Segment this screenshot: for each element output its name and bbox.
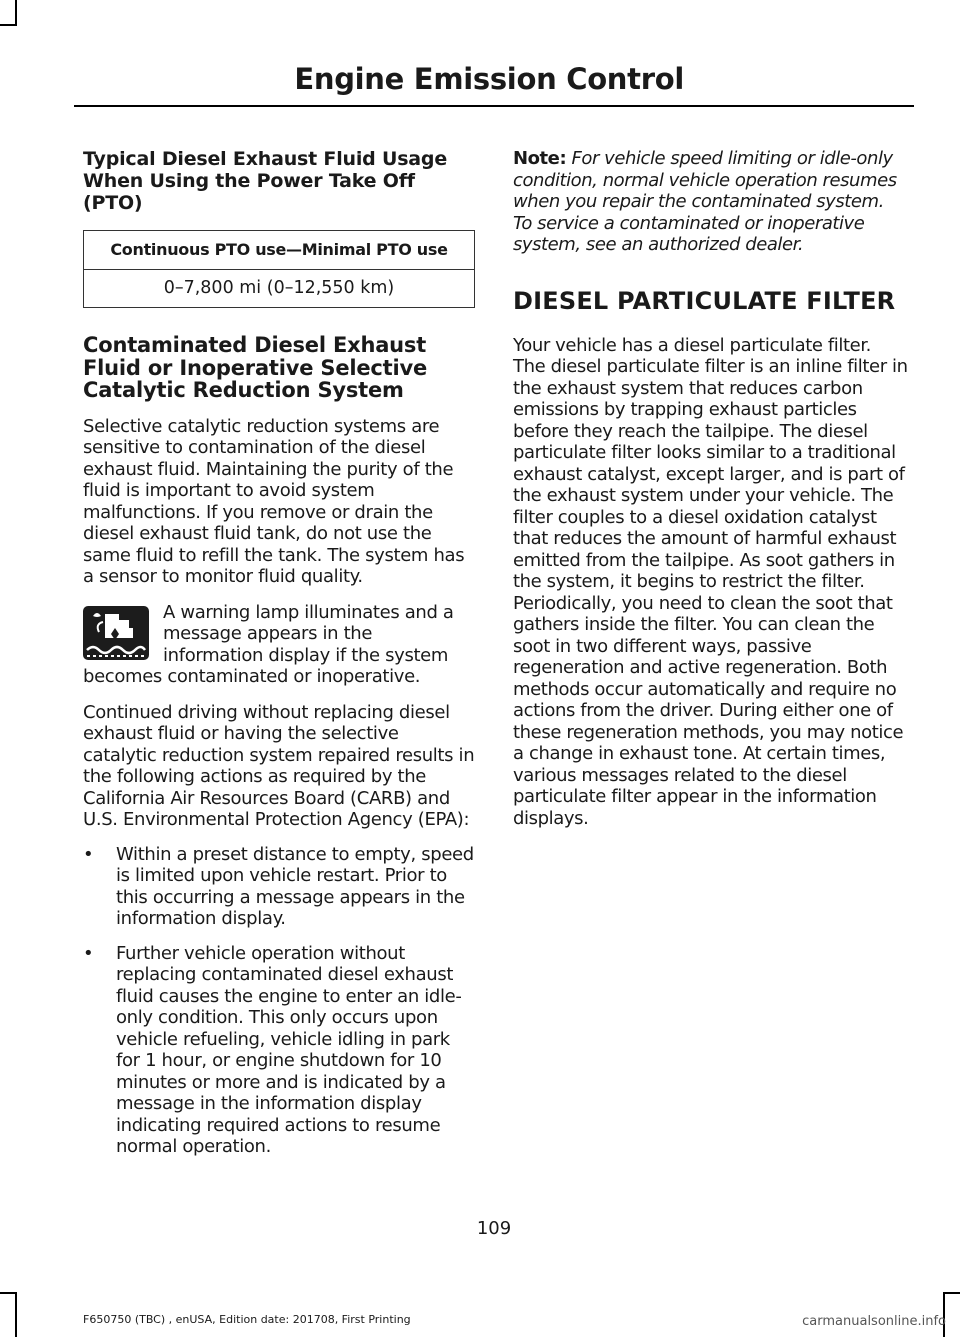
left-column — [83, 148, 475, 1171]
crop-mark-top-left-h — [0, 24, 17, 26]
consequences-list — [83, 844, 475, 1158]
header-divider — [74, 105, 914, 107]
list-item-text: Further vehicle operation without replacing contaminated diesel exhaust fluid causes the engine to enter an idle-only condition. This only occurs upon vehicle refueling, vehicle idling in park for 1 hour, or engine shutdown for 10 minutes or more and is indicated by a message in the information display indicating required actions to resume normal operation. — [116, 942, 462, 1157]
contaminated-heading: Contaminated Diesel Exhaust Fluid or Inoperative Selective Catalytic Reduction System — [83, 333, 428, 402]
footer-edition: F650750 (TBC) , enUSA, Edition date: 201708, First Printing — [83, 1313, 411, 1326]
list-item — [83, 844, 475, 930]
crop-mark-bottom-right-h — [943, 1292, 960, 1294]
dpf-heading: DIESEL PARTICULATE FILTER — [513, 286, 896, 315]
note-label: Note: — [513, 148, 567, 169]
bullet-marker: • — [83, 942, 94, 964]
crop-mark-bottom-left — [15, 1292, 17, 1337]
section-title: Engine Emission Control — [294, 62, 684, 96]
diesel-exhaust-fluid-warning-icon — [83, 606, 149, 660]
watermark: carmanualsonline.info — [802, 1314, 946, 1329]
pto-heading: Typical Diesel Exhaust Fluid Usage When Using the Power Take Off (PTO) — [83, 148, 448, 214]
pto-table — [83, 230, 475, 308]
note — [513, 148, 908, 256]
dpf-paragraph: Your vehicle has a diesel particulate filter. The diesel particulate filter is an inline filter in the exhaust system that reduces carbon emissions by trapping exhaust particles before they reach the tailpipe. The diesel particulate filter looks similar to a traditional exhaust catalyst, except larger, and is part of the exhaust system under your vehicle. The filter couples to a diesel oxidation catalyst that reduces the amount of harmful exhaust emitted from the tailpipe. As soot gathers in the system, it begins to restrict the filter. Periodically, you need to clean the soot that gathers inside the filter. You can clean the soot in two different ways, passive regeneration and active regeneration. Both methods occur automatically and require no actions from the driver. During either one of these regeneration methods, you may notice a change in exhaust tone. At certain times, various messages related to the diesel particulate filter appear in the information displays. — [513, 334, 908, 829]
crop-mark-bottom-left-h — [0, 1292, 17, 1294]
list-item-text: Within a preset distance to empty, speed is limited upon vehicle restart. Prior to this occurring a message appears in the information display. — [116, 843, 474, 929]
pto-table-value: 0–7,800 mi (0–12,550 km) — [163, 278, 395, 298]
right-column — [513, 148, 908, 829]
paragraph-contamination: Selective catalytic reduction systems are sensitive to contamination of the diesel exhaust fluid. Maintaining the purity of the fluid is important to avoid system malfunctions. If you remove or drain the diesel exhaust fluid tank, do not use the same fluid to refill the tank. The system has a sensor to monitor fluid quality. — [83, 415, 465, 587]
list-item — [83, 943, 475, 1158]
warning-lamp-block — [83, 602, 475, 688]
warning-text: A warning lamp illuminates and a message appears in the information display if the system becomes contaminated or inoperative. — [83, 601, 454, 687]
note-text: For vehicle speed limiting or idle-only condition, normal vehicle operation resumes when you repair the contaminated system. To service a contaminated or inoperative system, see an authorized dealer. — [513, 148, 897, 255]
page-number: 109 — [476, 1218, 512, 1239]
bullet-marker: • — [83, 843, 94, 865]
pto-table-header: Continuous PTO use—Minimal PTO use — [84, 231, 474, 270]
crop-mark-top-left — [15, 0, 17, 26]
paragraph-consequences: Continued driving without replacing diesel exhaust fluid or having the selective catalytic reduction system repaired results in the following actions as required by the California Air Resources Board (CARB) and U.S. Environmental Protection Agency (EPA): — [83, 701, 475, 830]
